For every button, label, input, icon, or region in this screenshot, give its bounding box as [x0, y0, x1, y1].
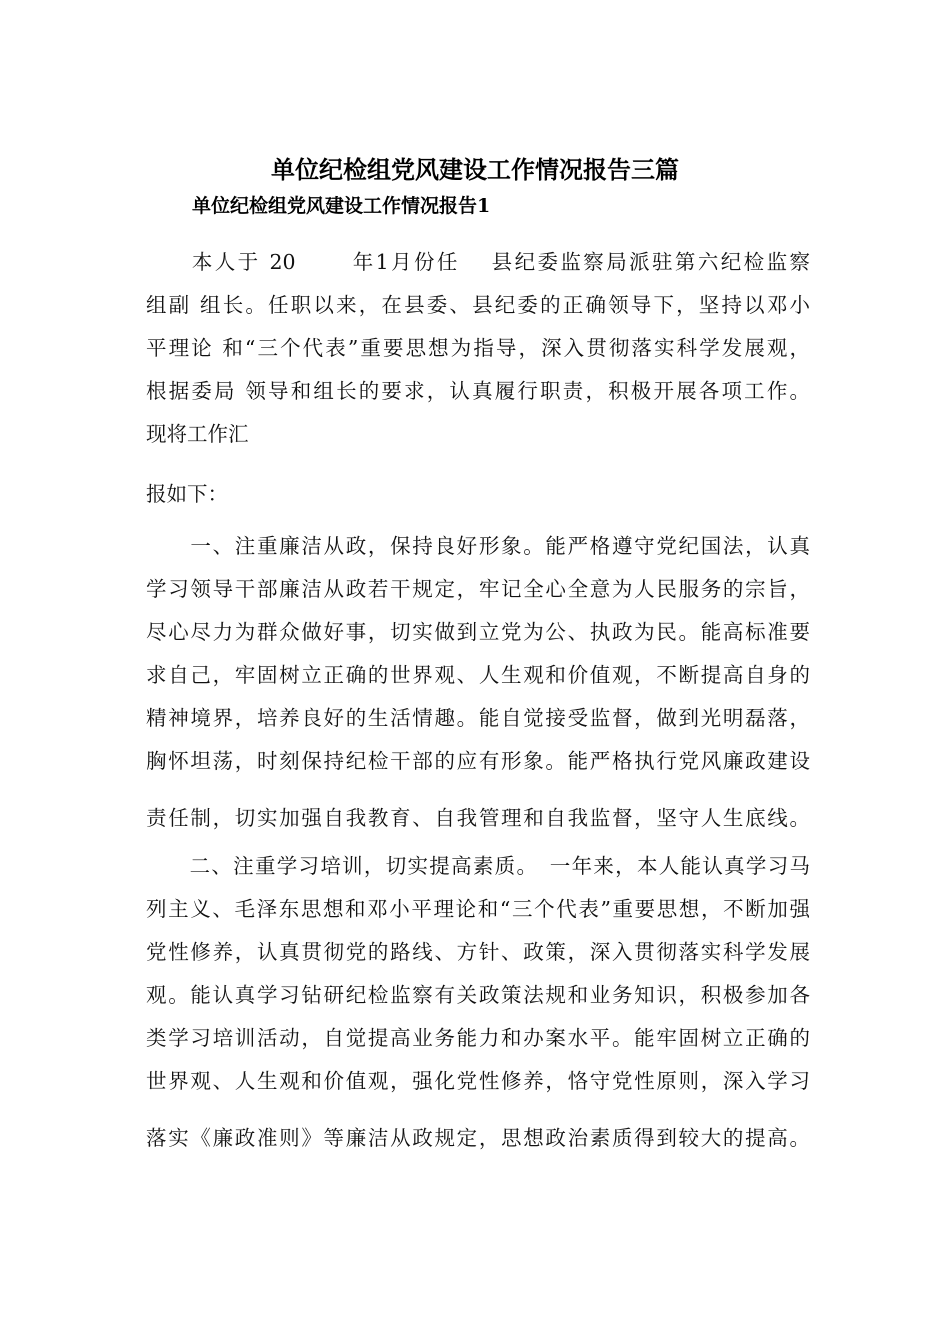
body-line: 报如下：: [146, 482, 228, 506]
report-subtitle: 单位纪检组党风建设工作情况报告1: [192, 195, 491, 217]
body-line: 学习领导干部廉洁从政若干规定，牢记全心全意为人民服务的宗旨，: [146, 577, 810, 601]
body-line: 列主义、毛泽东思想和邓小平理论和“三个代表”重要思想，不断加强: [146, 897, 810, 921]
body-line: 类学习培训活动，自觉提高业务能力和办案水平。能牢固树立正确的: [146, 1026, 810, 1050]
body-line: 组副 组长。任职以来，在县委、县纪委的正确领导下，坚持以邓小: [146, 293, 810, 317]
body-line: 根据委局 领导和组长的要求，认真履行职责，积极开展各项工作。: [146, 379, 810, 403]
body-line: 现将工作汇: [146, 422, 249, 446]
body-line: 党性修养，认真贯彻党的路线、方针、政策，深入贯彻落实科学发展: [146, 940, 810, 964]
body-line: 平理论 和“三个代表”重要思想为指导，深入贯彻落实科学发展观，: [146, 336, 810, 360]
body-line: 观。能认真学习钻研纪检监察有关政策法规和业务知识，积极参加各: [146, 983, 810, 1007]
body-line: 世界观、人生观和价值观，强化党性修养，恪守党性原则，深入学习: [146, 1069, 810, 1093]
body-line: 落实《廉政准则》等廉洁从政规定，思想政治素质得到较大的提高。: [146, 1126, 810, 1150]
body-line: 责任制，切实加强自我教育、自我管理和自我监督，坚守人生底线。: [146, 806, 810, 830]
body-line: 求自己，牢固树立正确的世界观、人生观和价值观，不断提高自身的: [146, 663, 810, 687]
body-line: 本人于 20 年1月份任 县纪委监察局派驻第六纪检监察: [146, 250, 810, 274]
body-line: 二、注重学习培训，切实提高素质。 一年来，本人能认真学习马: [146, 854, 810, 878]
body-line: 一、注重廉洁从政，保持良好形象。能严格遵守党纪国法，认真: [146, 534, 810, 558]
body-line: 胸怀坦荡，时刻保持纪检干部的应有形象。能严格执行党风廉政建设: [146, 749, 810, 773]
body-line: 精神境界，培养良好的生活情趣。能自觉接受监督，做到光明磊落，: [146, 706, 810, 730]
document-title: 单位纪检组党风建设工作情况报告三篇: [271, 156, 679, 184]
body-line: 尽心尽力为群众做好事，切实做到立党为公、执政为民。能高标准要: [146, 620, 810, 644]
